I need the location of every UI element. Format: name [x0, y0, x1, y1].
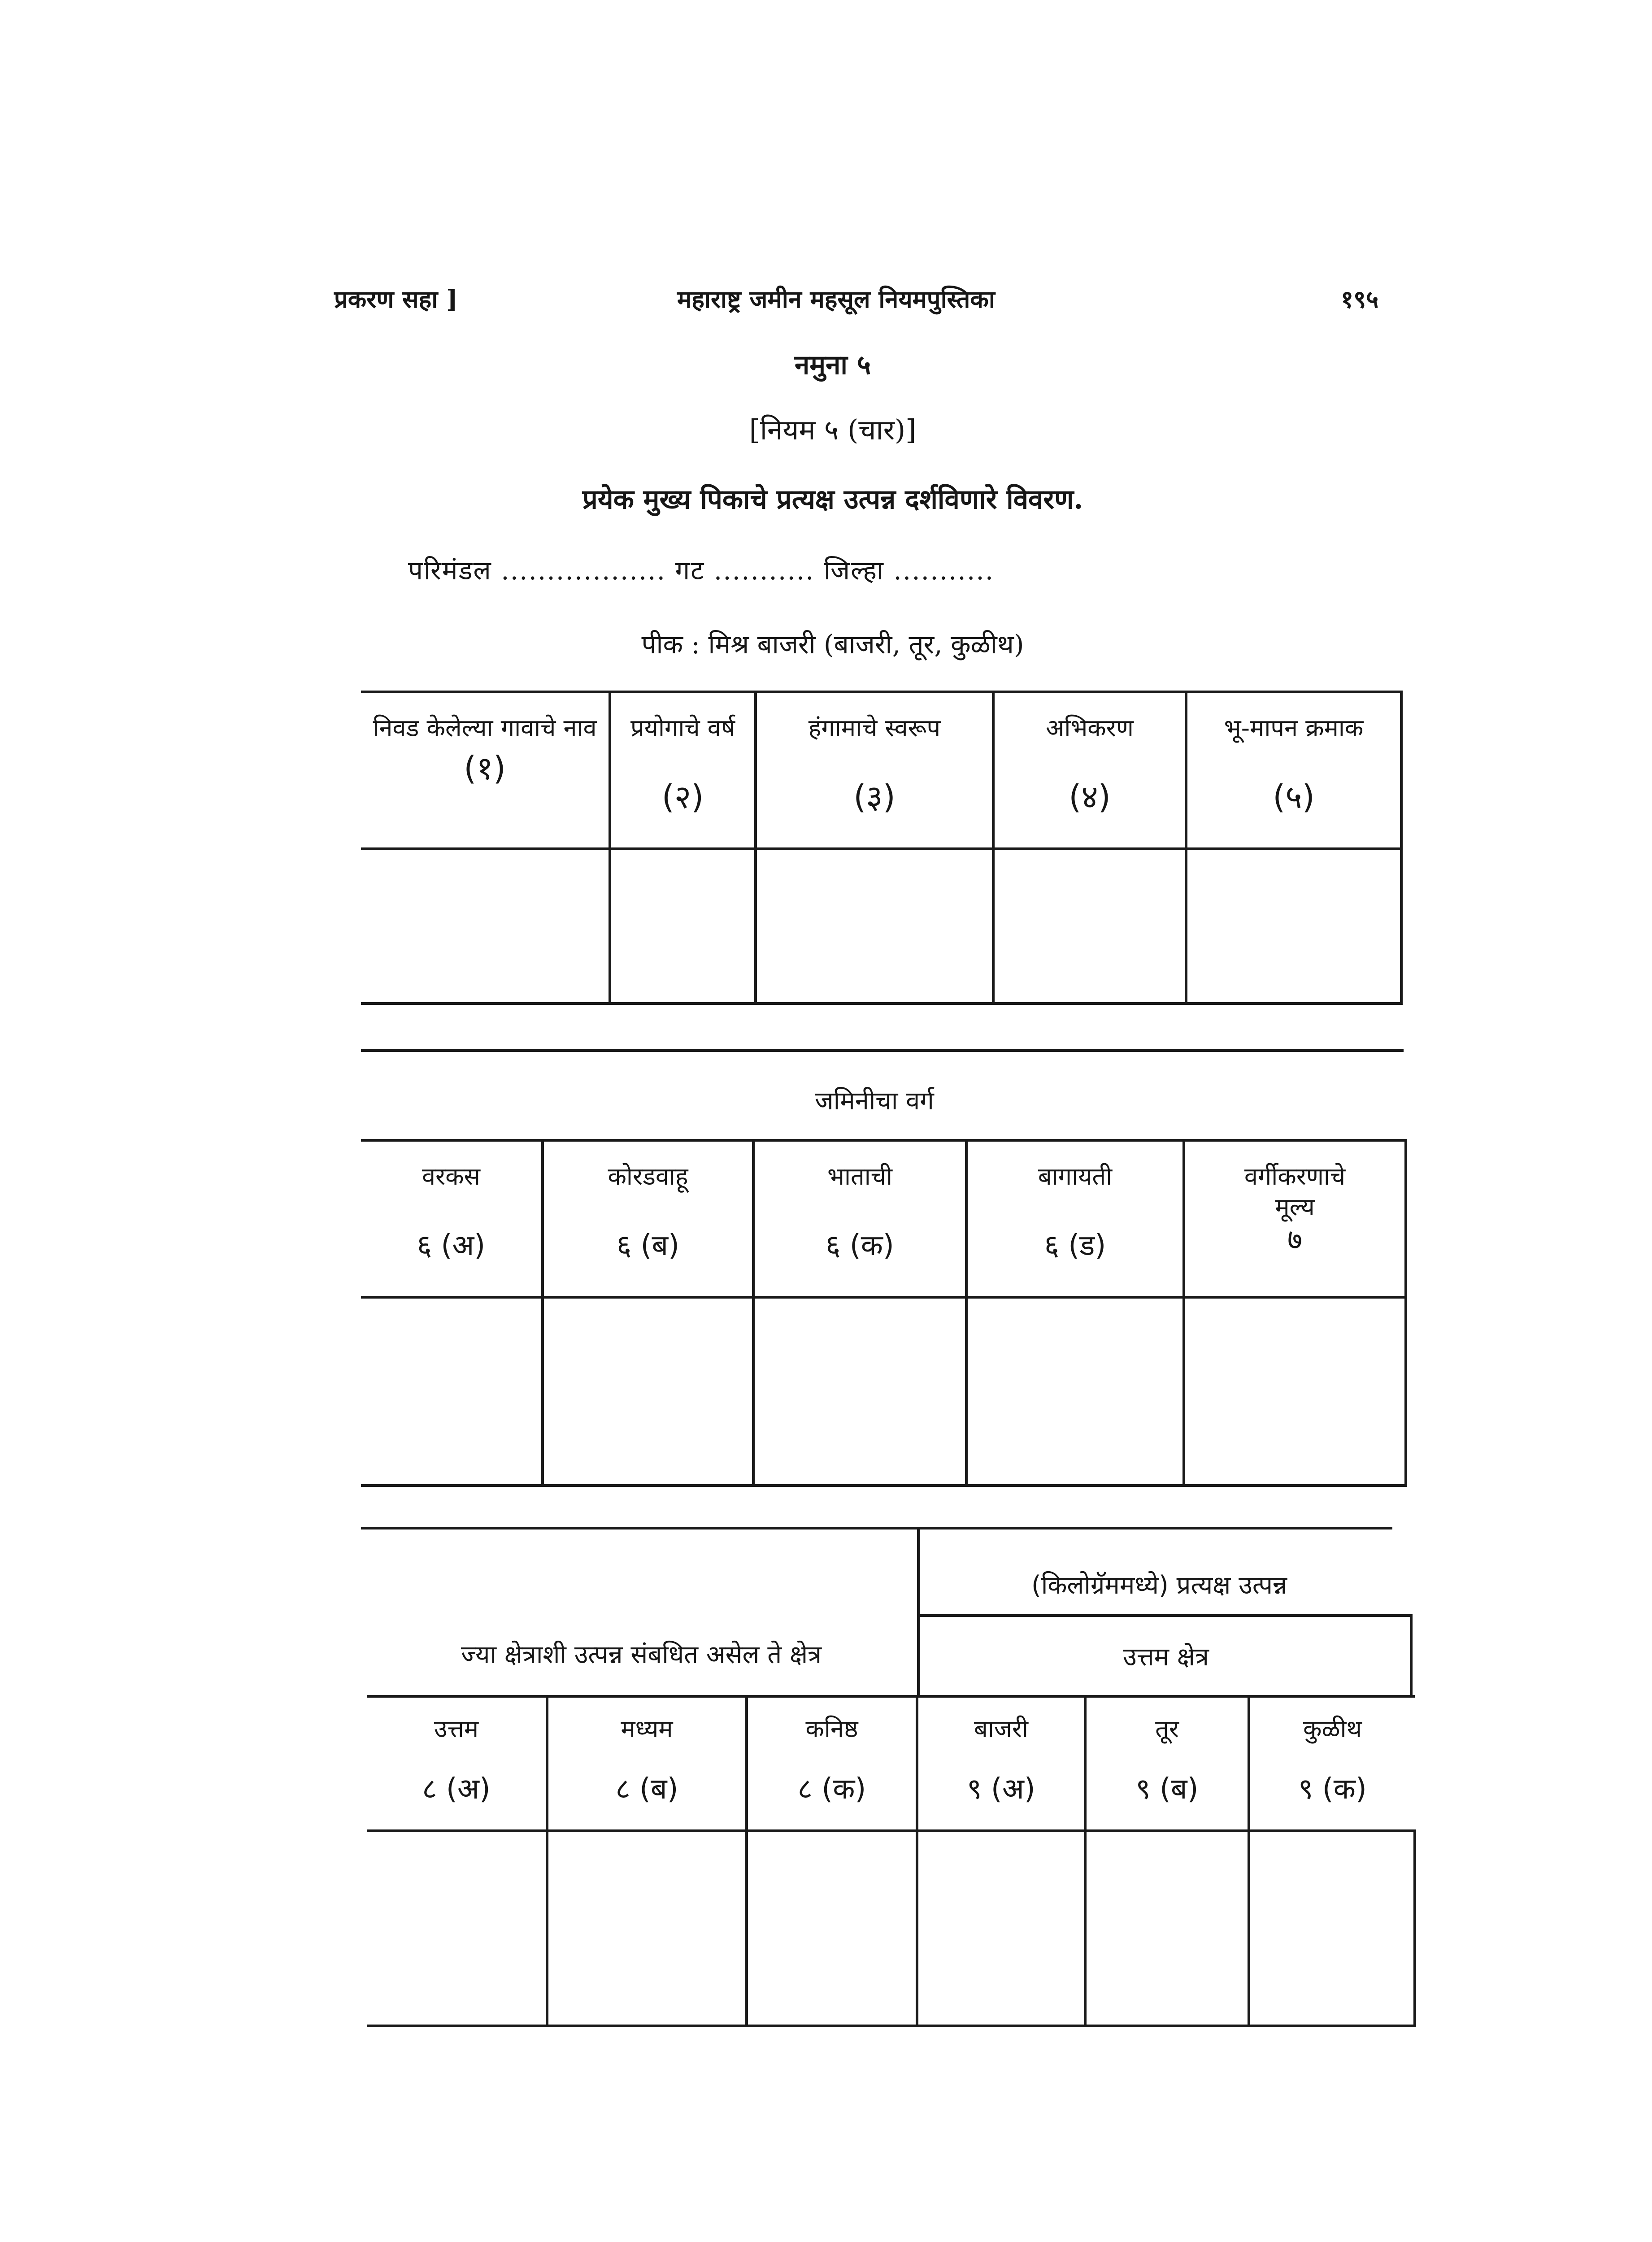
t3-col-medium-label: मध्यम	[621, 1715, 673, 1743]
t1-col-village-num: (१)	[464, 749, 506, 787]
t1-cell	[756, 849, 993, 1004]
t2-col-classvalue-label: वर्गीकरणाचे मूल्य	[1244, 1162, 1346, 1221]
t1-cell	[361, 849, 610, 1004]
t2-cell	[966, 1297, 1184, 1486]
t3-cell	[367, 1831, 547, 2026]
t1-col-village-label: निवड केलेल्या गावाचे नाव	[373, 714, 597, 742]
t2-col-varkas-label: वरकस	[422, 1162, 481, 1191]
t1-col-agency-label: अभिकरण	[1046, 714, 1134, 742]
t3-group-divider	[917, 1527, 920, 1697]
t3-col-tur-label: तूर	[1155, 1715, 1179, 1743]
t2-col-classvalue-num: ७	[1287, 1223, 1303, 1256]
t1-col-survey-num: (५)	[1273, 778, 1315, 816]
t3-col-inferior	[747, 1696, 917, 1831]
t1-col-village	[361, 692, 610, 849]
chapter-label: प्रकरण सहा ]	[334, 285, 458, 313]
t1-col-survey-label: भू-मापन क्रमाक	[1224, 714, 1364, 742]
t3-col-tur	[1085, 1696, 1249, 1831]
t3-col-good	[367, 1696, 547, 1831]
t1-cell	[993, 849, 1186, 1004]
t1-cell	[610, 849, 756, 1004]
t3-col-inferior-label: कनिष्ठ	[805, 1715, 858, 1743]
t3-cell	[1085, 1831, 1249, 2026]
t1-col-survey	[1186, 692, 1401, 849]
separator-rule	[361, 1527, 1392, 1529]
t3-col-kulith-num: ९ (क)	[1298, 1772, 1367, 1806]
t3-col-kulith	[1249, 1696, 1415, 1831]
t3-cell	[917, 1831, 1085, 2026]
t3-col-medium	[547, 1696, 747, 1831]
t1-col-season	[756, 692, 993, 849]
t3-left-heading: ज्या क्षेत्राशी उत्पन्न संबधित असेल ते क्षेत्र	[461, 1640, 822, 1669]
t2-col-dryland	[543, 1140, 753, 1297]
t3-col-bajri-num: ९ (अ)	[967, 1772, 1035, 1806]
table-1	[361, 691, 1403, 1005]
t1-col-year	[610, 692, 756, 849]
t3-col-good-num: ८ (अ)	[422, 1772, 491, 1806]
t2-col-irrigated-label: बागायती	[1038, 1162, 1113, 1191]
t2-col-varkas	[361, 1140, 543, 1297]
t3-col-inferior-num: ८ (क)	[797, 1772, 866, 1806]
t3-col-medium-num: ८ (ब)	[615, 1772, 678, 1806]
t1-col-year-num: (२)	[661, 778, 704, 816]
t2-cell	[361, 1297, 543, 1486]
t3-col-good-label: उत्तम	[434, 1715, 479, 1743]
t3-right-edge	[1410, 1614, 1413, 1697]
t3-right-heading: (किलोग्रॅममध्ये) प्रत्यक्ष उत्पन्न	[1031, 1571, 1287, 1600]
t2-cell	[753, 1297, 966, 1486]
crop-line: पीक : मिश्र बाजरी (बाजरी, तूर, कुळीथ)	[641, 629, 1024, 660]
t1-cell	[1186, 849, 1401, 1004]
form-title: नमुना ५	[794, 349, 871, 381]
t2-col-paddy	[753, 1140, 966, 1297]
t3-cell	[1249, 1831, 1415, 2026]
t2-col-varkas-num: ६ (अ)	[417, 1229, 486, 1262]
t3-cell	[747, 1831, 917, 2026]
t3-col-tur-num: ९ (ब)	[1135, 1772, 1199, 1806]
form-description: प्रयेक मुख्य पिकाचे प्रत्यक्ष उत्पन्न दर्शविणारे विवरण.	[582, 484, 1083, 515]
separator-rule	[361, 1049, 1404, 1052]
page-number: १९५	[1341, 285, 1379, 313]
t3-col-kulith-label: कुळीथ	[1303, 1715, 1362, 1743]
table-3	[367, 1695, 1416, 2027]
t1-col-agency-num: (४)	[1069, 778, 1111, 816]
t3-right-heading-rule	[917, 1614, 1413, 1617]
t3-col-bajri	[917, 1696, 1085, 1831]
t1-col-season-label: हंगामाचे स्वरूप	[808, 714, 941, 742]
rule-reference: [नियम ५ (चार)]	[749, 413, 917, 446]
t2-col-paddy-num: ६ (क)	[826, 1229, 894, 1262]
location-line: परिमंडल .................. गट ........... जिल्हा ...........	[408, 555, 995, 586]
t2-col-irrigated	[966, 1140, 1184, 1297]
t3-right-subheading: उत्तम क्षेत्र	[1123, 1642, 1209, 1672]
t1-col-season-num: (३)	[853, 778, 896, 816]
t3-col-bajri-label: बाजरी	[974, 1715, 1028, 1743]
t2-col-dryland-label: कोरडवाहू	[608, 1162, 688, 1191]
t1-col-year-label: प्रयोगाचे वर्ष	[630, 714, 735, 742]
table-2	[361, 1139, 1407, 1487]
t2-col-paddy-label: भाताची	[827, 1162, 892, 1191]
book-title: महाराष्ट्र जमीन महसूल नियमपुस्तिका	[677, 285, 995, 313]
t2-cell	[1184, 1297, 1406, 1486]
t2-cell	[543, 1297, 753, 1486]
land-class-heading: जमिनीचा वर्ग	[815, 1086, 934, 1116]
t2-col-irrigated-num: ६ (ड)	[1044, 1229, 1106, 1262]
t3-cell	[547, 1831, 747, 2026]
t1-col-agency	[993, 692, 1186, 849]
t2-col-dryland-num: ६ (ब)	[616, 1229, 680, 1262]
t2-col-classvalue	[1184, 1140, 1406, 1297]
